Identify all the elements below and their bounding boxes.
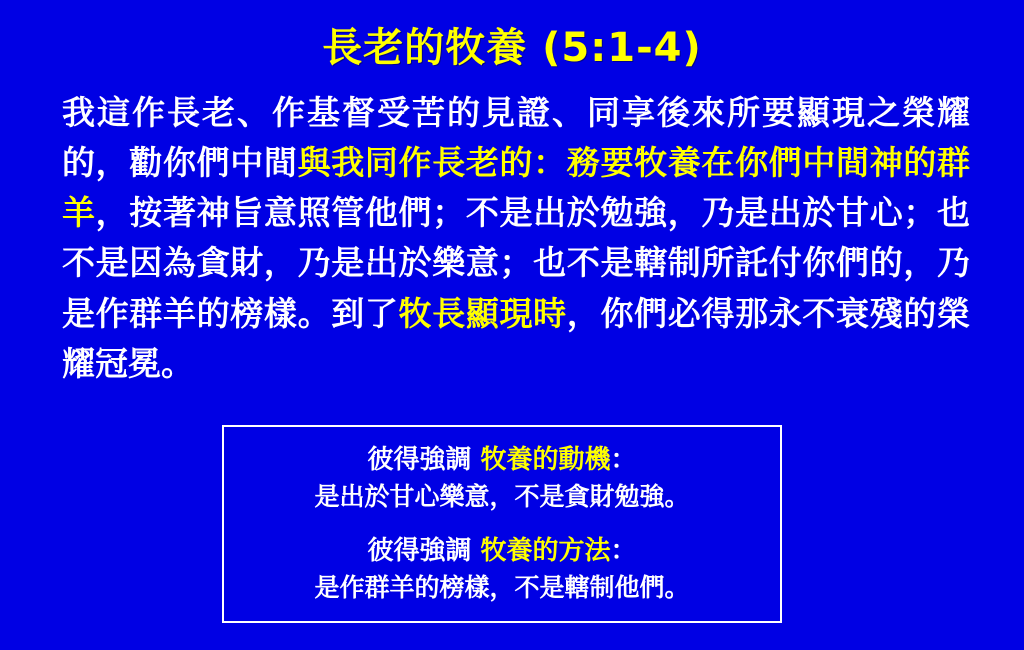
note-line-method-detail: 是作群羊的榜樣，不是轄制他們。 bbox=[314, 572, 690, 602]
passage-segment: 之榮耀的，勸你們中間 bbox=[62, 93, 970, 183]
scripture-passage bbox=[62, 88, 970, 389]
passage-segment: 意；也不是轄制所託付你們的，乃是作群羊的榜樣。 bbox=[62, 243, 971, 333]
note-motive-prefix: 彼得強調 bbox=[367, 445, 472, 475]
note-line-method bbox=[224, 534, 780, 569]
passage-segment: 勉強，乃是出於甘心；也不是因為貪財，乃是出於樂 bbox=[62, 193, 971, 283]
passage-segment-highlight: 牧長顯現時 bbox=[398, 293, 567, 333]
passage-segment: 到了 bbox=[331, 293, 399, 333]
passage-segment-highlight: 與我同作長老的：務要牧養在 bbox=[297, 143, 736, 183]
passage-segment: 我這作長老、作基督受苦的見證、同享後來所要顯現 bbox=[62, 93, 867, 132]
note-line-motive bbox=[224, 443, 780, 478]
note-motive-suffix: ： bbox=[610, 445, 637, 475]
note-motive-keyword: 牧養的動機 bbox=[480, 445, 611, 475]
passage-segment: ，按著神旨意照管他們；不是出於 bbox=[95, 193, 601, 233]
summary-note-box bbox=[222, 425, 782, 623]
note-line-motive-detail: 是出於甘心樂意，不是貪財勉強。 bbox=[314, 482, 690, 512]
note-method-suffix: ： bbox=[610, 535, 637, 566]
note-method-prefix: 彼得強調 bbox=[367, 535, 472, 566]
passage-segment-highlight: 你們中間神的群羊 bbox=[62, 143, 971, 233]
note-method-keyword: 牧養的方法 bbox=[480, 535, 611, 566]
page-title: 長老的牧養 (5:1-4) bbox=[322, 25, 702, 71]
passage-segment: ，你們必得那永不衰殘的榮耀冠冕。 bbox=[62, 293, 971, 383]
